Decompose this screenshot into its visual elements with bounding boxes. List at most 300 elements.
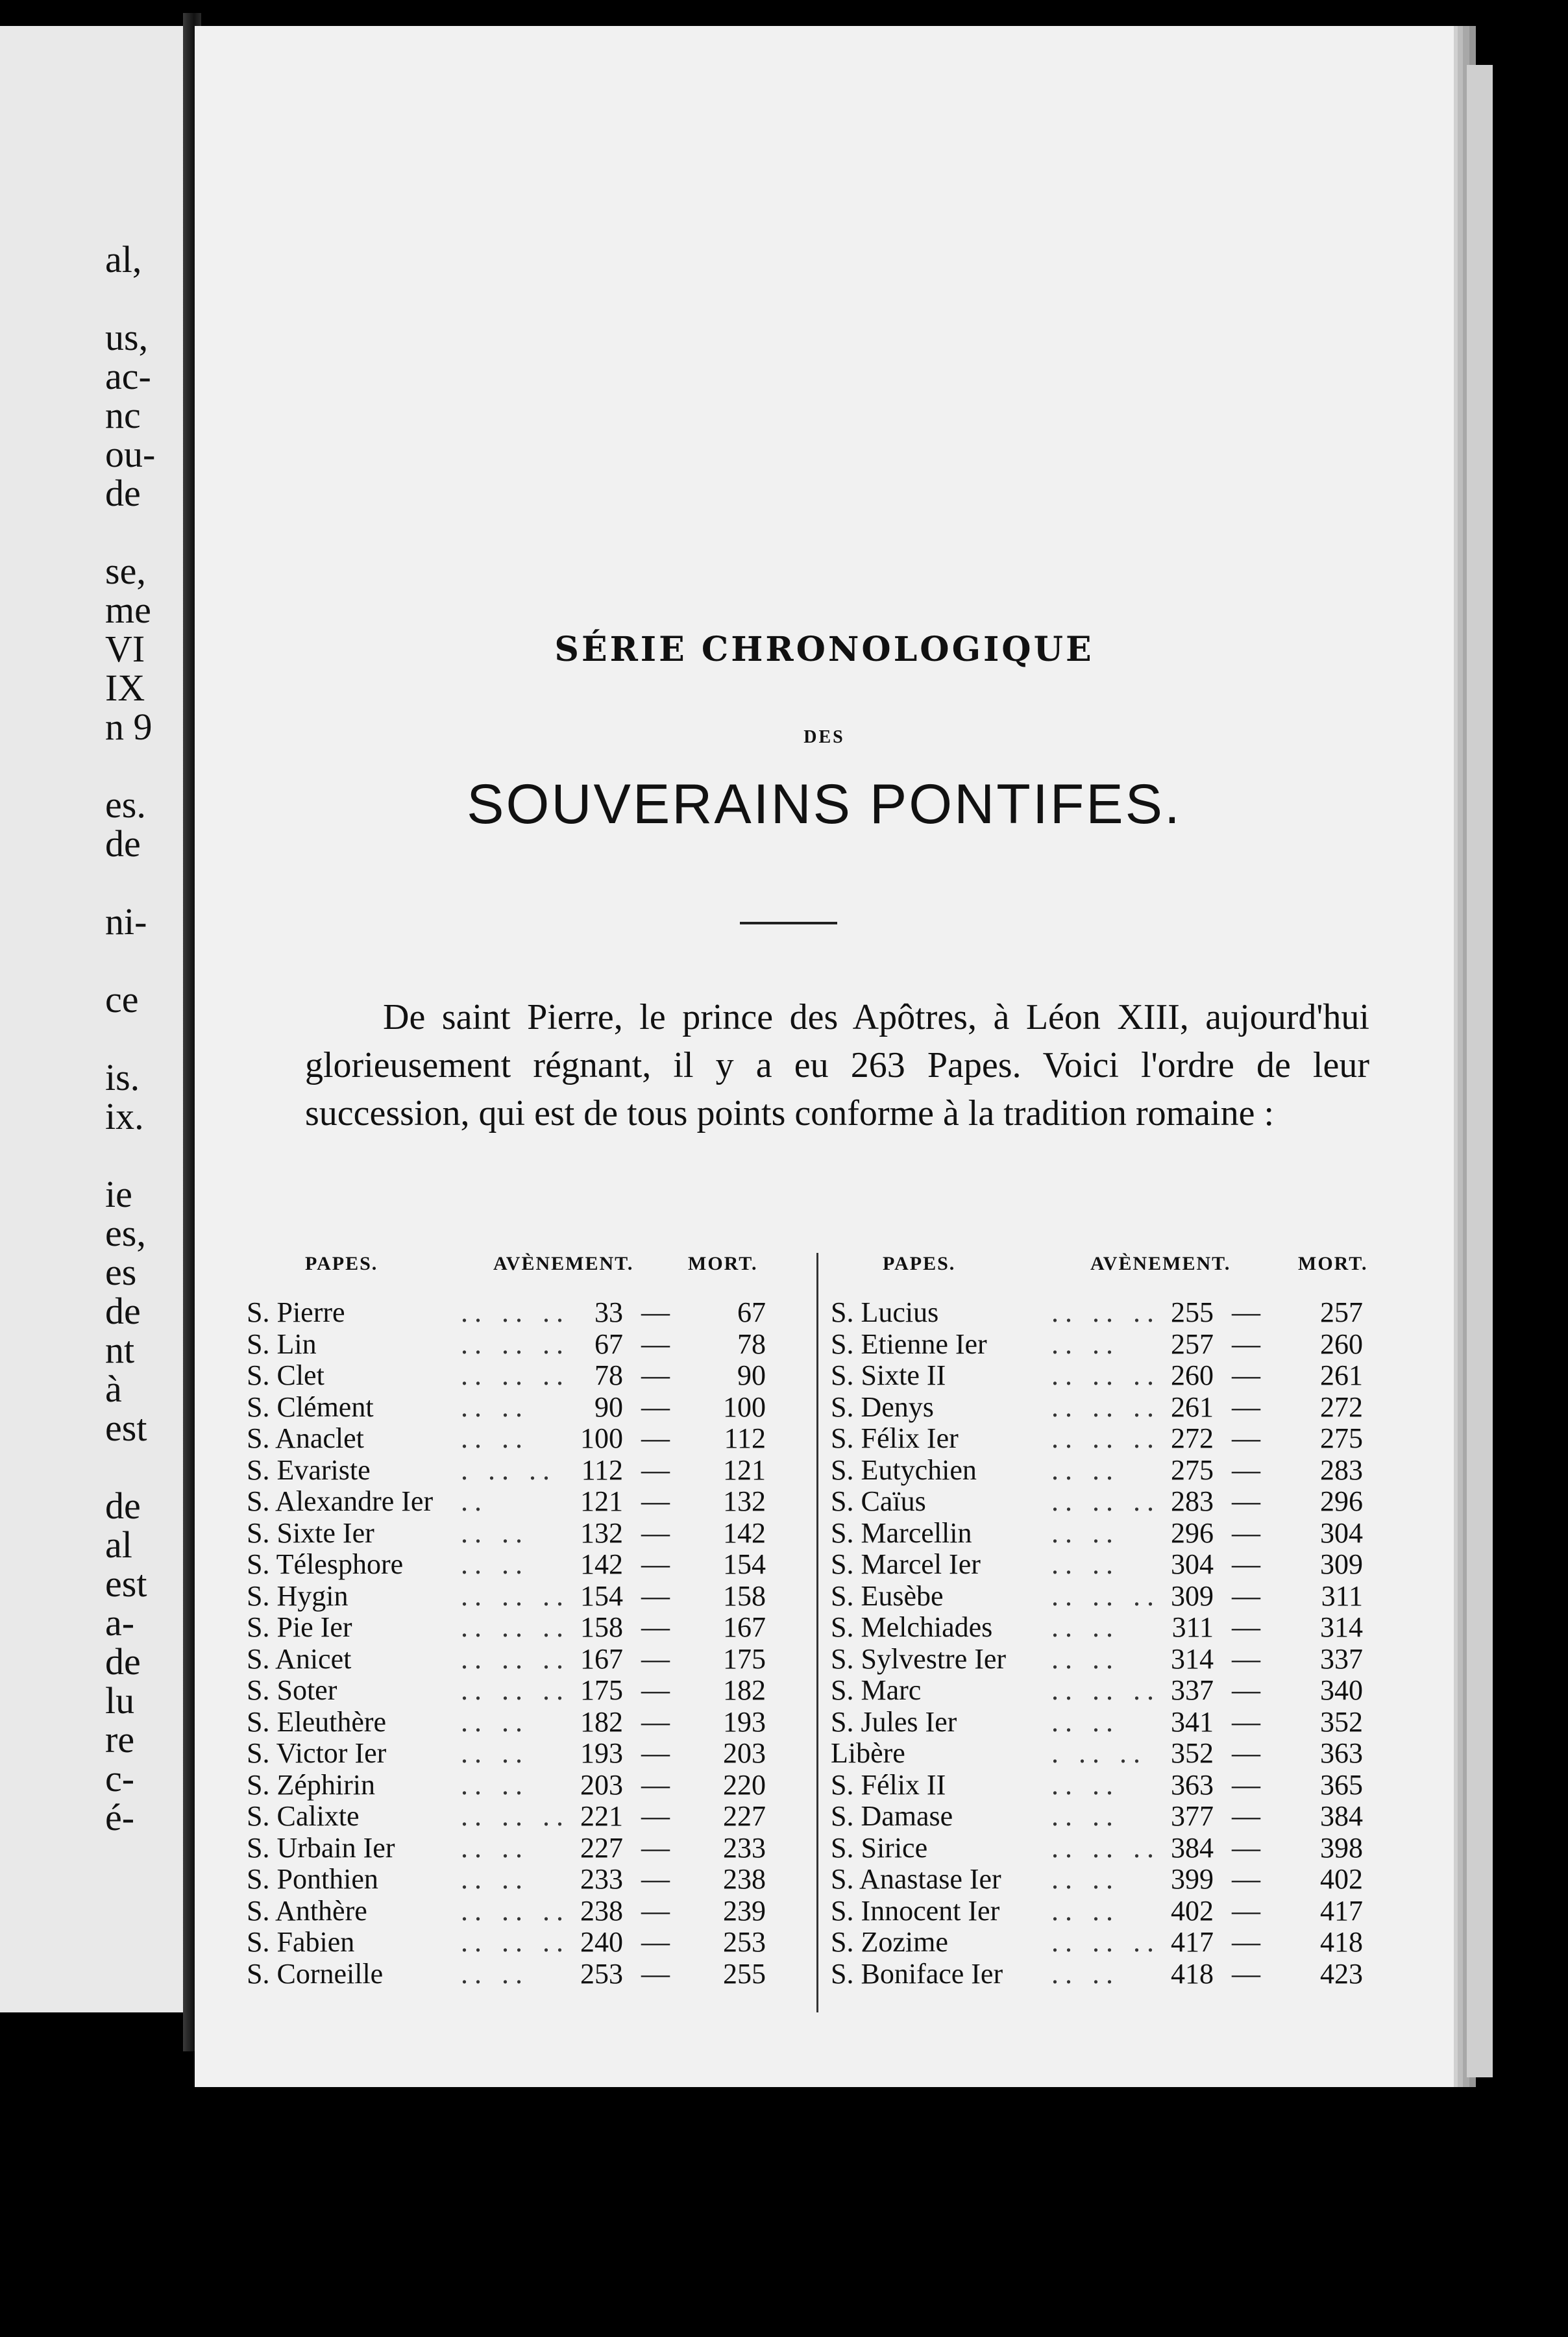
dash-separator: — <box>641 1705 670 1738</box>
pope-name: S. Zozime <box>831 1926 948 1958</box>
table-row <box>247 1455 805 1487</box>
left-page-fragment: nc <box>105 394 141 436</box>
pope-name: S. Hygin <box>247 1579 349 1612</box>
book-page <box>195 26 1454 2087</box>
left-page-fragment <box>105 747 183 785</box>
mort-year: 272 <box>1320 1391 1363 1423</box>
pope-name: S. Damase <box>831 1800 953 1832</box>
leader-dots: .. .. <box>1051 1328 1120 1360</box>
mort-year: 423 <box>1320 1957 1363 1990</box>
header-papes: PAPES. <box>305 1253 378 1274</box>
table-row <box>247 1549 805 1581</box>
left-page-fragment <box>105 941 183 980</box>
avenement-year: 261 <box>1171 1391 1214 1423</box>
leader-dots: .. .. <box>1051 1611 1120 1643</box>
mort-year: 238 <box>723 1863 766 1895</box>
table-row <box>831 1644 1389 1675</box>
dash-separator: — <box>641 1611 670 1643</box>
left-page-fragment: de <box>105 822 141 865</box>
pope-name: S. Clet <box>247 1359 325 1391</box>
table-row <box>831 1959 1389 1990</box>
avenement-year: 377 <box>1171 1800 1214 1832</box>
table-row <box>247 1297 805 1329</box>
avenement-year: 221 <box>580 1800 623 1832</box>
mort-year: 154 <box>723 1548 766 1580</box>
left-page-fragment: n 9 <box>105 706 153 748</box>
table-row <box>247 1675 805 1707</box>
avenement-year: 112 <box>581 1453 623 1486</box>
leader-dots: .. .. <box>1051 1957 1120 1990</box>
pope-name: S. Marcellin <box>831 1516 972 1549</box>
leader-dots: .. .. .. <box>1051 1391 1160 1423</box>
pope-name: S. Etienne Ier <box>831 1328 987 1360</box>
pope-name: S. Sirice <box>831 1831 928 1864</box>
leader-dots: .. .. .. <box>461 1296 570 1328</box>
pope-name: S. Fabien <box>247 1926 355 1958</box>
avenement-year: 275 <box>1171 1453 1214 1486</box>
leader-dots: .. .. <box>1051 1768 1120 1801</box>
pope-name: S. Zéphirin <box>247 1768 375 1801</box>
mort-year: 275 <box>1320 1422 1363 1454</box>
mort-year: 121 <box>723 1453 766 1486</box>
table-row <box>831 1297 1389 1329</box>
dash-separator: — <box>1232 1705 1260 1738</box>
avenement-year: 78 <box>594 1359 623 1391</box>
mort-year: 340 <box>1320 1674 1363 1706</box>
left-page-fragment: de <box>105 1640 141 1683</box>
mort-year: 261 <box>1320 1359 1363 1391</box>
table-row <box>247 1392 805 1424</box>
mort-year: 304 <box>1320 1516 1363 1549</box>
pope-name: S. Pierre <box>247 1296 345 1328</box>
leader-dots: .. .. .. <box>1051 1579 1160 1612</box>
table-row <box>247 1770 805 1801</box>
pope-name: S. Anicet <box>247 1642 352 1675</box>
table-row <box>831 1455 1389 1487</box>
pope-name: S. Melchiades <box>831 1611 993 1643</box>
dash-separator: — <box>1232 1800 1260 1832</box>
mort-year: 239 <box>723 1894 766 1927</box>
table-row <box>831 1707 1389 1738</box>
left-page-fragment: c- <box>105 1757 135 1799</box>
avenement-year: 240 <box>580 1926 623 1958</box>
leader-dots: .. .. <box>1051 1894 1120 1927</box>
left-page-fragment: al <box>105 1524 132 1566</box>
left-page-text-fragments <box>105 240 183 1837</box>
pope-name: S. Anthère <box>247 1894 367 1927</box>
dash-separator: — <box>641 1453 670 1486</box>
rows-right <box>831 1297 1389 1990</box>
leader-dots: .. .. .. <box>461 1642 570 1675</box>
mort-year: 220 <box>723 1768 766 1801</box>
dash-separator: — <box>1232 1957 1260 1990</box>
mort-year: 309 <box>1320 1548 1363 1580</box>
left-page-fragment: à <box>105 1368 122 1410</box>
table-row <box>247 1518 805 1550</box>
mort-year: 260 <box>1320 1328 1363 1360</box>
dash-separator: — <box>641 1926 670 1958</box>
mort-year: 142 <box>723 1516 766 1549</box>
mort-year: 314 <box>1320 1611 1363 1643</box>
leader-dots: .. .. .. <box>461 1579 570 1612</box>
table-row <box>247 1833 805 1864</box>
table-column-left <box>247 1253 805 2019</box>
table-column-right <box>831 1253 1389 2019</box>
pope-name: S. Alexandre Ier <box>247 1485 434 1517</box>
avenement-year: 304 <box>1171 1548 1214 1580</box>
avenement-year: 418 <box>1171 1957 1214 1990</box>
avenement-year: 154 <box>580 1579 623 1612</box>
table-row <box>831 1738 1389 1770</box>
avenement-year: 203 <box>580 1768 623 1801</box>
leader-dots: .. .. .. <box>1051 1926 1160 1958</box>
leader-dots: .. .. .. <box>1051 1674 1160 1706</box>
left-page-fragment: is. <box>105 1056 140 1098</box>
leader-dots: .. .. <box>461 1548 529 1580</box>
table-row <box>247 1864 805 1896</box>
leader-dots: .. .. <box>461 1391 529 1423</box>
table-row <box>247 1329 805 1361</box>
table-row <box>247 1738 805 1770</box>
dash-separator: — <box>1232 1485 1260 1517</box>
avenement-year: 384 <box>1171 1831 1214 1864</box>
dash-separator: — <box>1232 1422 1260 1454</box>
pope-name: S. Sylvestre Ier <box>831 1642 1007 1675</box>
pope-name: S. Sixte Ier <box>247 1516 374 1549</box>
dash-separator: — <box>641 1800 670 1832</box>
series-heading: SÉRIE CHRONOLOGIQUE <box>554 630 1094 669</box>
table-row <box>831 1518 1389 1550</box>
avenement-year: 311 <box>1171 1611 1214 1643</box>
dash-separator: — <box>641 1737 670 1769</box>
leader-dots: .. .. .. <box>461 1800 570 1832</box>
pope-name: S. Eusèbe <box>831 1579 944 1612</box>
table-row <box>831 1896 1389 1927</box>
pope-name: S. Boniface Ier <box>831 1957 1003 1990</box>
leader-dots: .. .. <box>461 1516 529 1549</box>
avenement-year: 253 <box>580 1957 623 1990</box>
dash-separator: — <box>641 1485 670 1517</box>
left-page-fragment: VI <box>105 628 145 670</box>
table-row <box>831 1360 1389 1392</box>
left-page-fragment <box>105 279 183 318</box>
pope-name: S. Marc <box>831 1674 922 1706</box>
mort-year: 167 <box>723 1611 766 1643</box>
table-row <box>247 1612 805 1644</box>
left-page-fragment <box>105 1019 183 1058</box>
table-row <box>247 1896 805 1927</box>
pope-name: S. Clément <box>247 1391 374 1423</box>
leader-dots: .. .. <box>461 1422 529 1454</box>
left-page-fragment: lu <box>105 1679 135 1722</box>
dash-separator: — <box>1232 1674 1260 1706</box>
table-row <box>831 1675 1389 1707</box>
mort-year: 418 <box>1320 1926 1363 1958</box>
avenement-year: 257 <box>1171 1328 1214 1360</box>
mort-year: 363 <box>1320 1737 1363 1769</box>
left-page-fragment: ou- <box>105 433 156 475</box>
mort-year: 296 <box>1320 1485 1363 1517</box>
intro-paragraph: De saint Pierre, le prince des Apôtres, à Léon XIII, aujourd'hui glorieusement régnant, il y a eu 263 Papes. Voici l'ordre de leur succession, qui est de tous points conforme à la tradition romaine : <box>305 997 1369 1133</box>
avenement-year: 100 <box>580 1422 623 1454</box>
left-page-fragment <box>105 513 183 552</box>
dash-separator: — <box>641 1328 670 1360</box>
dash-separator: — <box>1232 1516 1260 1549</box>
pope-name: S. Lucius <box>831 1296 939 1328</box>
mort-year: 67 <box>737 1296 766 1328</box>
leader-dots: . .. .. <box>1051 1737 1147 1769</box>
pope-name: S. Lin <box>247 1328 317 1360</box>
pope-name: S. Corneille <box>247 1957 384 1990</box>
table-row <box>831 1329 1389 1361</box>
avenement-year: 341 <box>1171 1705 1214 1738</box>
dash-separator: — <box>641 1642 670 1675</box>
avenement-year: 158 <box>580 1611 623 1643</box>
mort-year: 227 <box>723 1800 766 1832</box>
left-page-fragment: est <box>105 1407 147 1449</box>
pope-name: S. Caïus <box>831 1485 926 1517</box>
table-row <box>831 1833 1389 1864</box>
table-row <box>831 1581 1389 1613</box>
dash-separator: — <box>641 1391 670 1423</box>
title-divider <box>740 922 837 924</box>
left-page-fragment: se, <box>105 550 146 592</box>
mort-year: 384 <box>1320 1800 1363 1832</box>
avenement-year: 260 <box>1171 1359 1214 1391</box>
left-page-fragment: me <box>105 589 151 631</box>
dash-separator: — <box>641 1296 670 1328</box>
pope-name: S. Victor Ier <box>247 1737 387 1769</box>
leader-dots: .. .. <box>1051 1453 1120 1486</box>
avenement-year: 283 <box>1171 1485 1214 1517</box>
table-row <box>247 1423 805 1455</box>
mort-year: 255 <box>723 1957 766 1990</box>
left-page-fragment: es, <box>105 1212 146 1254</box>
pope-name: S. Anaclet <box>247 1422 364 1454</box>
leader-dots: .. .. .. <box>1051 1422 1160 1454</box>
table-row <box>831 1801 1389 1833</box>
avenement-year: 402 <box>1171 1894 1214 1927</box>
pope-name: S. Calixte <box>247 1800 360 1832</box>
pope-name: S. Denys <box>831 1391 934 1423</box>
mort-year: 417 <box>1320 1894 1363 1927</box>
leader-dots: .. .. .. <box>1051 1296 1160 1328</box>
mort-year: 90 <box>737 1359 766 1391</box>
avenement-year: 399 <box>1171 1863 1214 1895</box>
mort-year: 365 <box>1320 1768 1363 1801</box>
left-page-fragment: est <box>105 1563 147 1605</box>
avenement-year: 67 <box>594 1328 623 1360</box>
dash-separator: — <box>1232 1863 1260 1895</box>
rows-left <box>247 1297 805 1990</box>
avenement-year: 227 <box>580 1831 623 1864</box>
mort-year: 398 <box>1320 1831 1363 1864</box>
mort-year: 78 <box>737 1328 766 1360</box>
dash-separator: — <box>1232 1894 1260 1927</box>
table-row <box>247 1581 805 1613</box>
leader-dots: .. .. <box>461 1863 529 1895</box>
dash-separator: — <box>1232 1831 1260 1864</box>
table-row <box>247 1959 805 1990</box>
table-row <box>247 1707 805 1738</box>
table-row <box>247 1927 805 1959</box>
des-label: DES <box>803 727 845 747</box>
dash-separator: — <box>641 1422 670 1454</box>
pope-name: S. Innocent Ier <box>831 1894 1000 1927</box>
avenement-year: 314 <box>1171 1642 1214 1675</box>
mort-year: 182 <box>723 1674 766 1706</box>
left-page-fragment: ix. <box>105 1095 144 1137</box>
avenement-year: 132 <box>580 1516 623 1549</box>
pope-name: S. Félix II <box>831 1768 946 1801</box>
table-row <box>247 1644 805 1675</box>
left-page-fragment: ie <box>105 1173 132 1215</box>
leader-dots: . .. .. <box>461 1453 556 1486</box>
table-row <box>831 1770 1389 1801</box>
pope-name: S. Anastase Ier <box>831 1863 1001 1895</box>
leader-dots: .. .. .. <box>1051 1359 1160 1391</box>
left-facing-page <box>0 26 183 2012</box>
avenement-year: 121 <box>580 1485 623 1517</box>
table-row <box>831 1423 1389 1455</box>
dash-separator: — <box>1232 1611 1260 1643</box>
dash-separator: — <box>1232 1453 1260 1486</box>
dash-separator: — <box>1232 1579 1260 1612</box>
mort-year: 175 <box>723 1642 766 1675</box>
pope-name: S. Marcel Ier <box>831 1548 981 1580</box>
dash-separator: — <box>1232 1737 1260 1769</box>
leader-dots: .. .. <box>461 1737 529 1769</box>
left-page-fragment <box>105 1136 183 1175</box>
left-page-fragment: ac- <box>105 355 151 397</box>
dash-separator: — <box>1232 1926 1260 1958</box>
mort-year: 337 <box>1320 1642 1363 1675</box>
pope-name: S. Ponthien <box>247 1863 378 1895</box>
leader-dots: .. .. .. <box>461 1926 570 1958</box>
header-papes: PAPES. <box>883 1253 956 1274</box>
left-page-fragment: es <box>105 1251 137 1293</box>
mort-year: 311 <box>1321 1579 1363 1612</box>
dash-separator: — <box>641 1957 670 1990</box>
left-page-fragment: de <box>105 472 141 514</box>
avenement-year: 255 <box>1171 1296 1214 1328</box>
pope-name: S. Evariste <box>247 1453 371 1486</box>
leader-dots: .. .. .. <box>461 1894 570 1927</box>
dash-separator: — <box>641 1831 670 1864</box>
leader-dots: .. .. <box>461 1831 529 1864</box>
mort-year: 253 <box>723 1926 766 1958</box>
left-page-fragment: es. <box>105 784 146 826</box>
mort-year: 233 <box>723 1831 766 1864</box>
leader-dots: .. .. <box>461 1768 529 1801</box>
avenement-year: 309 <box>1171 1579 1214 1612</box>
table-row <box>831 1549 1389 1581</box>
leader-dots: .. .. .. <box>461 1359 570 1391</box>
pope-name: S. Télesphore <box>247 1548 404 1580</box>
left-page-fragment: de <box>105 1485 141 1527</box>
header-avenement: AVÈNEMENT. <box>1090 1253 1231 1274</box>
header-mort: MORT. <box>1298 1253 1368 1274</box>
left-page-fragment <box>105 1448 183 1487</box>
mort-year: 283 <box>1320 1453 1363 1486</box>
dash-separator: — <box>641 1579 670 1612</box>
dash-separator: — <box>1232 1642 1260 1675</box>
dash-separator: — <box>641 1768 670 1801</box>
left-page-fragment: us, <box>105 316 149 358</box>
table-row <box>831 1927 1389 1959</box>
header-mort: MORT. <box>688 1253 758 1274</box>
avenement-year: 233 <box>580 1863 623 1895</box>
pope-name: S. Eutychien <box>831 1453 977 1486</box>
avenement-year: 417 <box>1171 1926 1214 1958</box>
avenement-year: 238 <box>580 1894 623 1927</box>
avenement-year: 175 <box>580 1674 623 1706</box>
leader-dots: .. .. <box>1051 1642 1120 1675</box>
table-row <box>247 1360 805 1392</box>
page-edge <box>1467 65 1493 2077</box>
dash-separator: — <box>641 1894 670 1927</box>
dash-separator: — <box>641 1674 670 1706</box>
mort-year: 100 <box>723 1391 766 1423</box>
left-page-fragment: nt <box>105 1329 135 1371</box>
leader-dots: .. .. <box>461 1705 529 1738</box>
avenement-year: 193 <box>580 1737 623 1769</box>
left-page-fragment <box>105 863 183 902</box>
pope-name: Libère <box>831 1737 905 1769</box>
leader-dots: .. .. .. <box>1051 1485 1160 1517</box>
leader-dots: .. .. .. <box>461 1328 570 1360</box>
avenement-year: 167 <box>580 1642 623 1675</box>
table-row <box>831 1612 1389 1644</box>
leader-dots: .. .. .. <box>461 1611 570 1643</box>
left-page-fragment: de <box>105 1290 141 1332</box>
dash-separator: — <box>641 1359 670 1391</box>
pope-name: S. Eleuthère <box>247 1705 387 1738</box>
leader-dots: .. <box>461 1485 488 1517</box>
avenement-year: 142 <box>580 1548 623 1580</box>
left-page-fragment: re <box>105 1718 135 1761</box>
popes-table <box>247 1253 1382 2019</box>
dash-separator: — <box>641 1516 670 1549</box>
leader-dots: .. .. <box>1051 1516 1120 1549</box>
avenement-year: 352 <box>1171 1737 1214 1769</box>
pope-name: S. Félix Ier <box>831 1422 959 1454</box>
avenement-year: 182 <box>580 1705 623 1738</box>
mort-year: 112 <box>724 1422 766 1454</box>
page-title: SOUVERAINS PONTIFES. <box>467 773 1182 835</box>
dash-separator: — <box>1232 1391 1260 1423</box>
mort-year: 257 <box>1320 1296 1363 1328</box>
left-page-fragment: IX <box>105 667 145 709</box>
avenement-year: 296 <box>1171 1516 1214 1549</box>
leader-dots: .. .. <box>461 1957 529 1990</box>
pope-name: S. Urbain Ier <box>247 1831 395 1864</box>
leader-dots: .. .. <box>1051 1800 1120 1832</box>
left-page-fragment: ce <box>105 978 139 1020</box>
avenement-year: 272 <box>1171 1422 1214 1454</box>
dash-separator: — <box>1232 1548 1260 1580</box>
mort-year: 352 <box>1320 1705 1363 1738</box>
leader-dots: .. .. <box>1051 1705 1120 1738</box>
table-row <box>247 1486 805 1518</box>
dash-separator: — <box>641 1863 670 1895</box>
left-page-fragment: ni- <box>105 900 147 943</box>
mort-year: 402 <box>1320 1863 1363 1895</box>
dash-separator: — <box>1232 1296 1260 1328</box>
pope-name: S. Soter <box>247 1674 337 1706</box>
avenement-year: 33 <box>594 1296 623 1328</box>
leader-dots: .. .. <box>1051 1548 1120 1580</box>
